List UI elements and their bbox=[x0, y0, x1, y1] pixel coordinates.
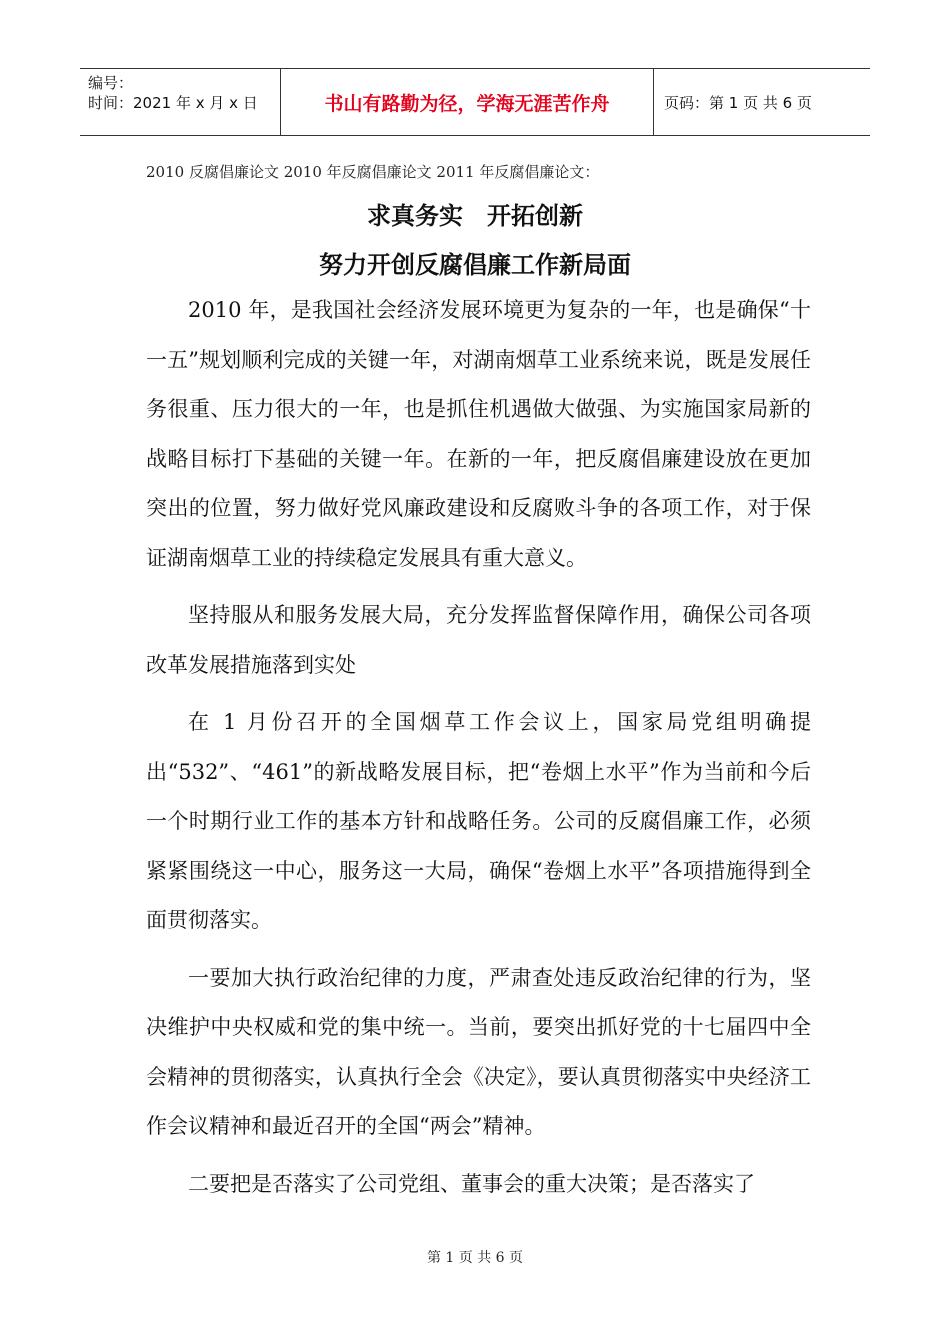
paragraph: 一要加大执行政治纪律的力度，严肃查处违反政治纪律的行为，坚决维护中央权威和党的集中统一。当前，要突出抓好党的十七届四中全会精神的贯彻落实，认真执行全会《决定》，要认真贯彻落实中央经济工作会议精神和最近召开的全国“两会”精神。 bbox=[146, 965, 811, 1138]
doc-time-label: 时间：2021 年 x 月 x 日 bbox=[88, 94, 258, 112]
paragraph: 二要把是否落实了公司党组、董事会的重大决策；是否落实了 bbox=[188, 1171, 755, 1196]
header-meta bbox=[80, 69, 281, 135]
title-line-2: 努力开创反腐倡廉工作新局面 bbox=[319, 251, 631, 279]
paragraph: 在 1 月份召开的全国烟草工作会议上，国家局党组明确提出“532”、“461”的新战略发展目标，把“卷烟上水平”作为当前和今后一个时期行业工作的基本方针和战略任务。公司的反腐倡廉工作，必须紧紧围绕这一中心，服务这一大局，确保“卷烟上水平”各项措施得到全面贯彻落实。 bbox=[146, 710, 811, 932]
subtitle-line: 2010 反腐倡廉论文 2010 年反腐倡廉论文 2011 年反腐倡廉论文： bbox=[146, 163, 600, 181]
title-line-1: 求真务实 开拓创新 bbox=[367, 202, 583, 230]
header-page-info: 页码：第 1 页 共 6 页 bbox=[664, 93, 812, 112]
page-header bbox=[80, 68, 870, 136]
paragraph: 2010 年，是我国社会经济发展环境更为复杂的一年，也是确保“十一五”规划顺利完成的关键一年，对湖南烟草工业系统来说，既是发展任务很重、压力很大的一年，也是抓住机遇做大做强、为实施国家局新的战略目标打下基础的关键一年。在新的一年，把反腐倡廉建设放在更加突出的位置，努力做好党风廉政建设和反腐败斗争的各项工作，对于保证湖南烟草工业的持续稳定发展具有重大意义。 bbox=[146, 298, 811, 570]
doc-number-label: 编号： bbox=[88, 74, 134, 92]
body-text bbox=[146, 286, 811, 1217]
paragraph: 坚持服从和服务发展大局，充分发挥监督保障作用，确保公司各项改革发展措施落到实处 bbox=[146, 603, 811, 677]
header-motto: 书山有路勤为径，学海无涯苦作舟 bbox=[281, 69, 654, 135]
page-footer: 第 1 页 共 6 页 bbox=[426, 1250, 524, 1266]
